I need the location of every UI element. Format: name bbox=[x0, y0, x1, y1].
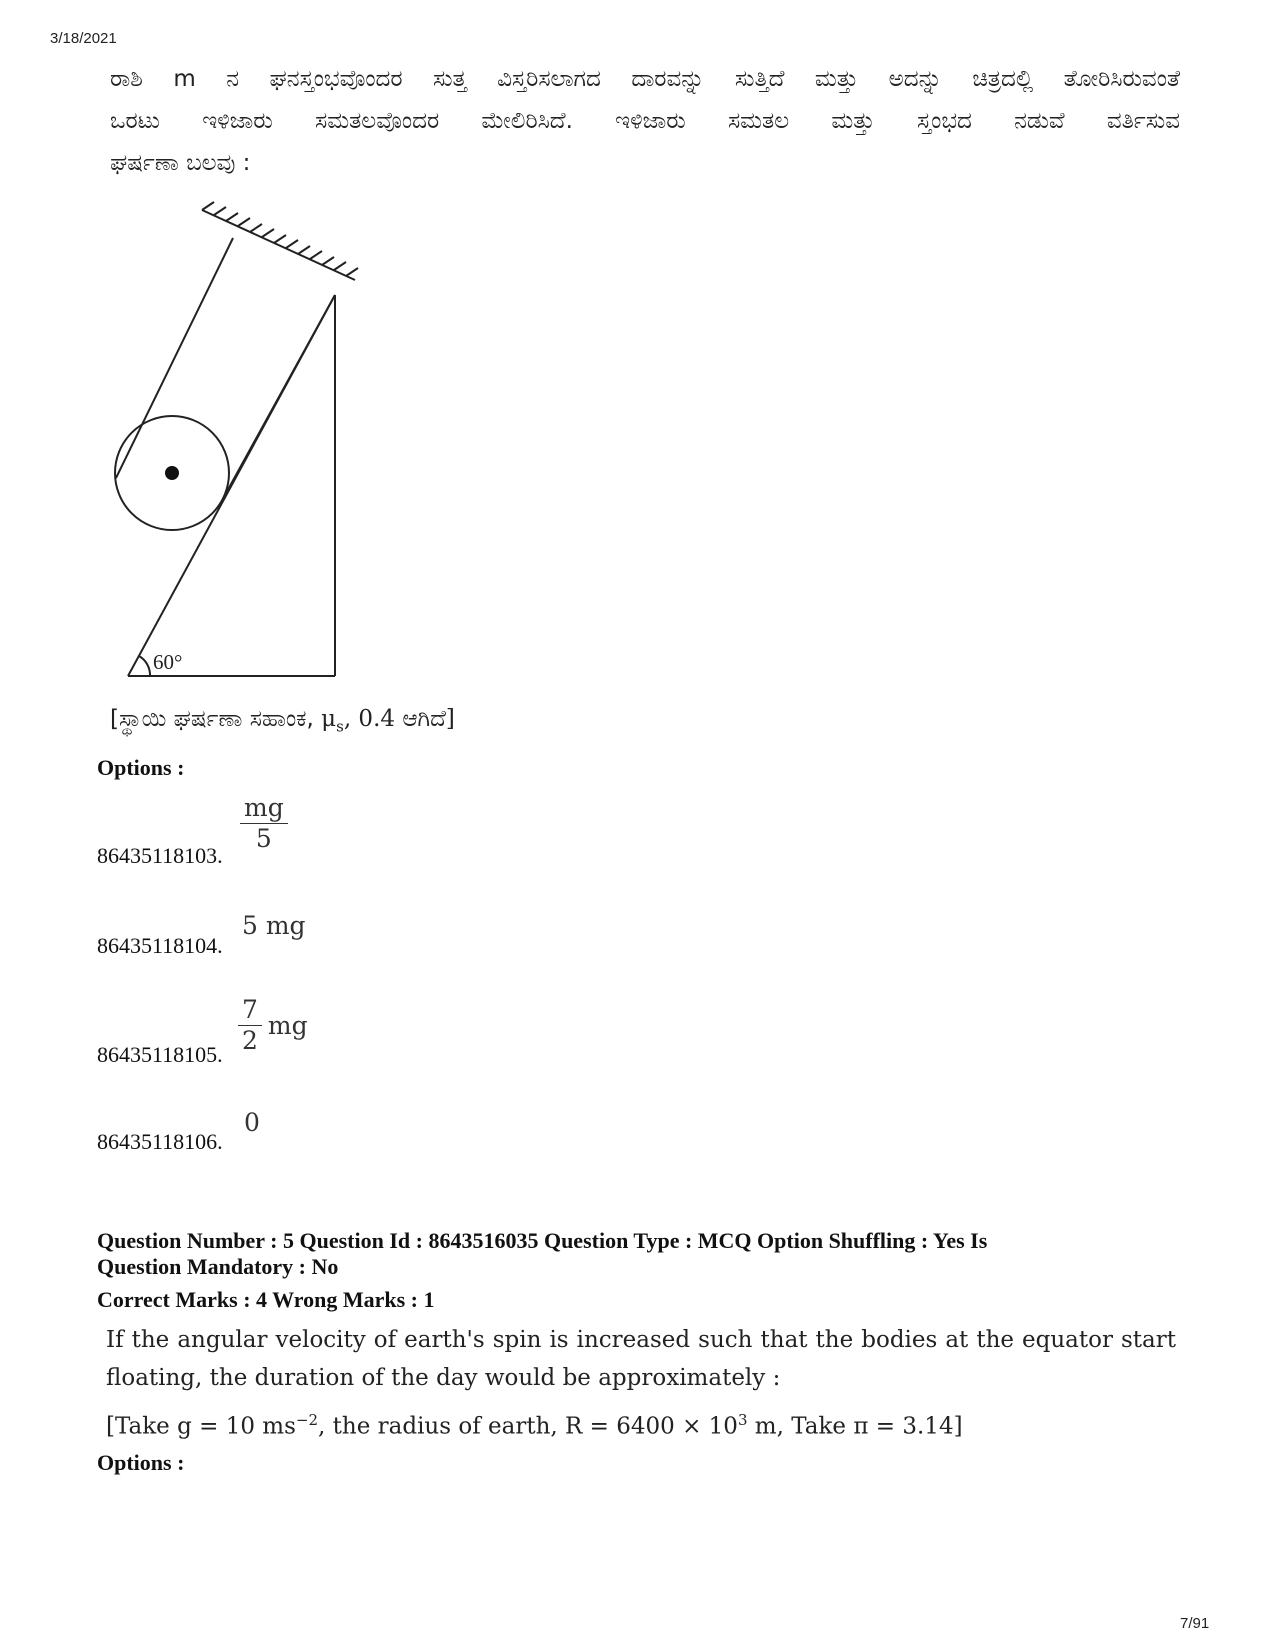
incline-cylinder-figure bbox=[110, 200, 390, 690]
option-1-numerator: mg bbox=[240, 793, 288, 824]
option-1-denominator: 5 bbox=[255, 824, 272, 853]
question-5-marks: Correct Marks : 4 Wrong Marks : 1 bbox=[97, 1287, 435, 1312]
option-4-value: 0 bbox=[244, 1108, 260, 1137]
question-5-given-values bbox=[106, 1400, 963, 1447]
option-id-1: 86435118103. bbox=[97, 843, 223, 868]
option-id-2: 86435118104. bbox=[97, 933, 223, 958]
question-text-line-3: ಘರ್ಷಣಾ ಬಲವು : bbox=[110, 150, 251, 176]
option-3-numerator: 7 bbox=[238, 995, 262, 1026]
print-date: 3/18/2021 bbox=[50, 30, 117, 47]
given-suffix: m, Take π = 3.14] bbox=[747, 1413, 963, 1440]
ceiling-hatch bbox=[202, 202, 358, 276]
note-prefix: [ಸ್ಥಾಯಿ ಘರ್ಷಣಾ ಸಹಾಂಕ, bbox=[110, 706, 314, 732]
option-3-value bbox=[238, 995, 308, 1056]
friction-coefficient-note bbox=[110, 696, 455, 747]
option-2-value: 5 mg bbox=[242, 911, 306, 940]
option-id-3: 86435118105. bbox=[97, 1042, 223, 1067]
cylinder-center-dot bbox=[165, 466, 179, 480]
angle-label: 60° bbox=[153, 650, 183, 674]
given-exponent-1: −2 bbox=[295, 1411, 319, 1429]
angle-arc bbox=[139, 656, 150, 676]
option-id-4: 86435118106. bbox=[97, 1129, 223, 1154]
given-exponent-2: 3 bbox=[737, 1411, 748, 1429]
mu-subscript: s bbox=[336, 717, 344, 736]
options-label: Options : bbox=[97, 755, 185, 780]
page-number: 7/91 bbox=[1180, 1615, 1210, 1632]
ceiling-line bbox=[202, 210, 355, 280]
option-3-suffix: mg bbox=[267, 1011, 308, 1040]
mu-symbol: μ bbox=[321, 706, 337, 732]
incline-surface bbox=[128, 295, 335, 676]
note-suffix: , 0.4 ಆಗಿದೆ] bbox=[343, 706, 455, 732]
question-text-line-1: ರಾಶಿ m ನ ಘನಸ್ತಂಭವೊಂದರ ಸುತ್ತ ವಿಸ್ತರಿಸಲಾಗದ ದಾರವನ್ನು ಸುತ್ತಿದೆ ಮತ್ತು ಅದನ್ನು ಚಿತ್ರದಲ್ಲಿ ತೋರಿಸಿರುವಂತೆ bbox=[110, 66, 1180, 92]
question-5-text-line-1: If the angular velocity of earth's spin is increased such that the bodies at the equator start bbox=[106, 1327, 1176, 1353]
option-3-denominator: 2 bbox=[242, 1026, 258, 1055]
question-5-meta-line-2: Question Mandatory : No bbox=[97, 1254, 339, 1279]
given-prefix: [Take g = 10 ms bbox=[106, 1413, 296, 1440]
option-1-fraction bbox=[240, 793, 288, 854]
question-5-options-label: Options : bbox=[97, 1450, 185, 1475]
given-middle: , the radius of earth, R = 6400 × 10 bbox=[318, 1413, 738, 1440]
option-3-fraction bbox=[238, 995, 262, 1056]
question-text-line-2: ಒರಟು ಇಳಿಜಾರು ಸಮತಲವೊಂದರ ಮೇಲಿರಿಸಿದೆ. ಇಳಿಜಾರು ಸಮತಲ ಮತ್ತು ಸ್ತಂಭದ ನಡುವೆ ವರ್ತಿಸುವ bbox=[110, 108, 1180, 134]
question-5-text-line-2: floating, the duration of the day would be approximately : bbox=[106, 1365, 781, 1391]
string-left bbox=[116, 238, 233, 478]
question-5-meta-line-1: Question Number : 5 Question Id : 8643516035 Question Type : MCQ Option Shuffling : Yes Is bbox=[97, 1228, 988, 1253]
